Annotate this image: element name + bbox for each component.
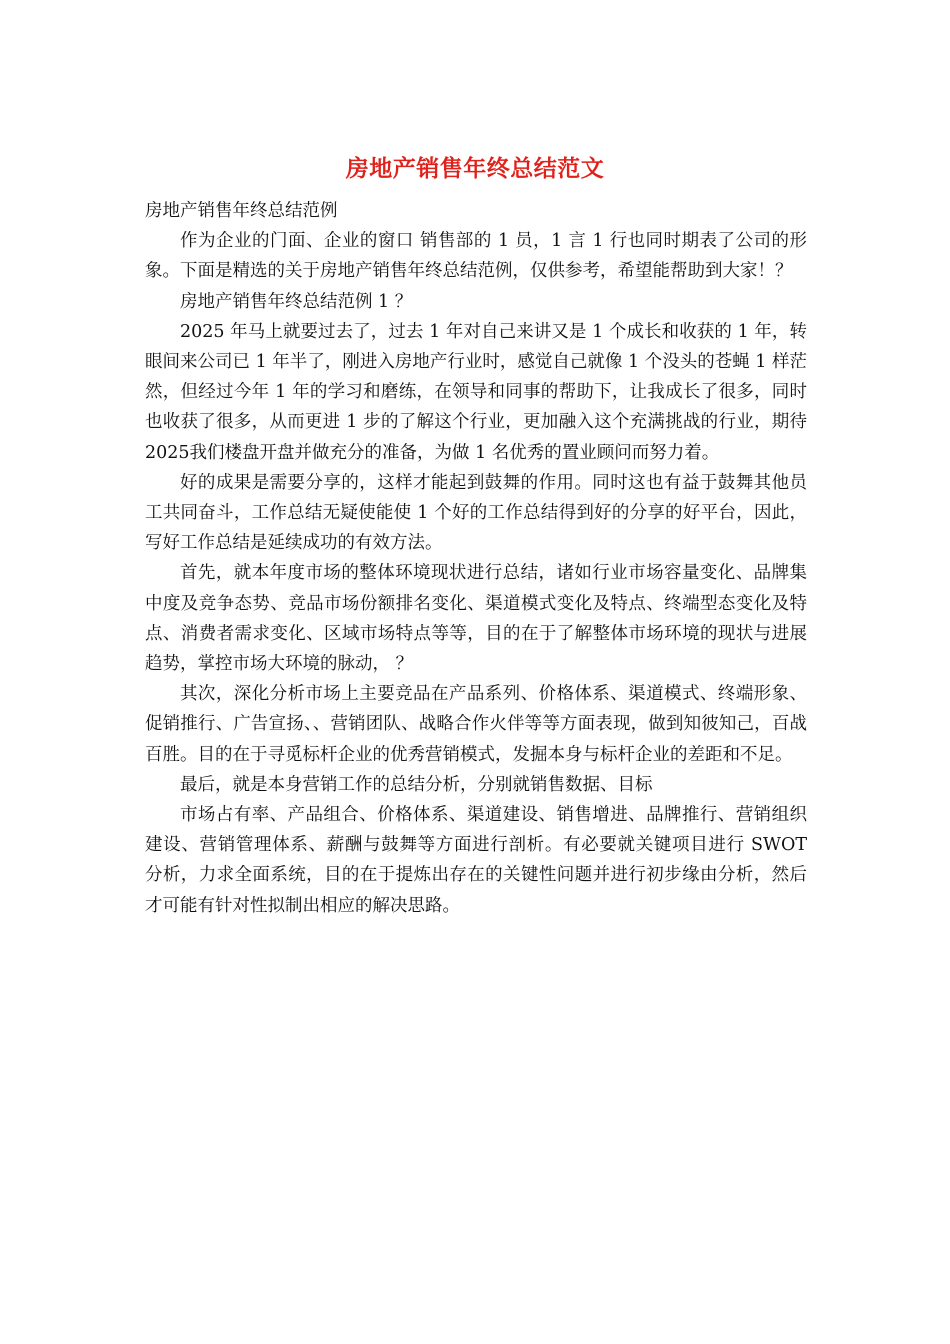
paragraph: 首先，就本年度市场的整体环境现状进行总结，诸如行业市场容量变化、品牌集中度及竞争态势、竞品市场份额排名变化、渠道模式变化及特点、终端型态变化及特点、消费者需求变化、区域市场特点等等，目的在于了解整体市场环境的现状与进展趋势，掌控市场大环境的脉动， ？	[145, 563, 807, 675]
paragraph: 其次，深化分析市场上主要竞品在产品系列、价格体系、渠道模式、终端形象、促销推行、广告宣扬、、营销团队、战略合作火伴等等方面表现，做到知彼知己，百战百胜。目的在于寻觅标杆企业的优秀营销模式，发掘本身与标杆企业的差距和不足。	[145, 684, 807, 765]
section-heading: 房地产销售年终总结范例 1 ？	[180, 291, 413, 312]
document-subtitle: 房地产销售年终总结范例	[145, 201, 338, 221]
paragraph: 最后，就是本身营销工作的总结分析，分别就销售数据、目标	[180, 774, 653, 795]
document-body	[145, 196, 807, 921]
paragraph: 好的成果是需要分享的，这样才能起到鼓舞的作用。同时这也有益于鼓舞其他员工共同奋斗，工作总结无疑使能使 1 个好的工作总结得到好的分享的好平台，因此，写好工作总结是延续成功的有效方法。	[145, 472, 807, 554]
paragraph: 2025 年马上就要过去了，过去 1 年对自己来讲又是 1 个成长和收获的 1 年，转眼间来公司已 1 年半了，刚进入房地产行业时，感觉自己就像 1 个没头的苍蝇 1 样茫然，但经过今年 1 年的学习和磨练，在领导和同事的帮助下，让我成长了很多，同时也收获了很多，从而更进 1 步的了解这个行业，更加融入这个充满挑战的行业，期待 2025我们楼盘开盘并做充分的准备，为做 1 名优秀的置业顾问而努力着。	[145, 321, 807, 463]
document-title: 房地产销售年终总结范文	[345, 155, 605, 182]
paragraph: 市场占有率、产品组合、价格体系、渠道建设、销售增进、品牌推行、营销组织建设、营销管理体系、薪酬与鼓舞等方面进行剖析。有必要就关键项目进行 SWOT 分析，力求全面系统，目的在于提炼出存在的关键性问题并进行初步缘由分析，然后才可能有针对性拟制出相应的解决思路。	[145, 805, 807, 916]
paragraph-intro: 作为企业的门面、企业的窗口 销售部的 1 员，1 言 1 行也同时期表了公司的形象。下面是精选的关于房地产销售年终总结范例，仅供参考，希望能帮助到大家！？	[145, 231, 807, 282]
